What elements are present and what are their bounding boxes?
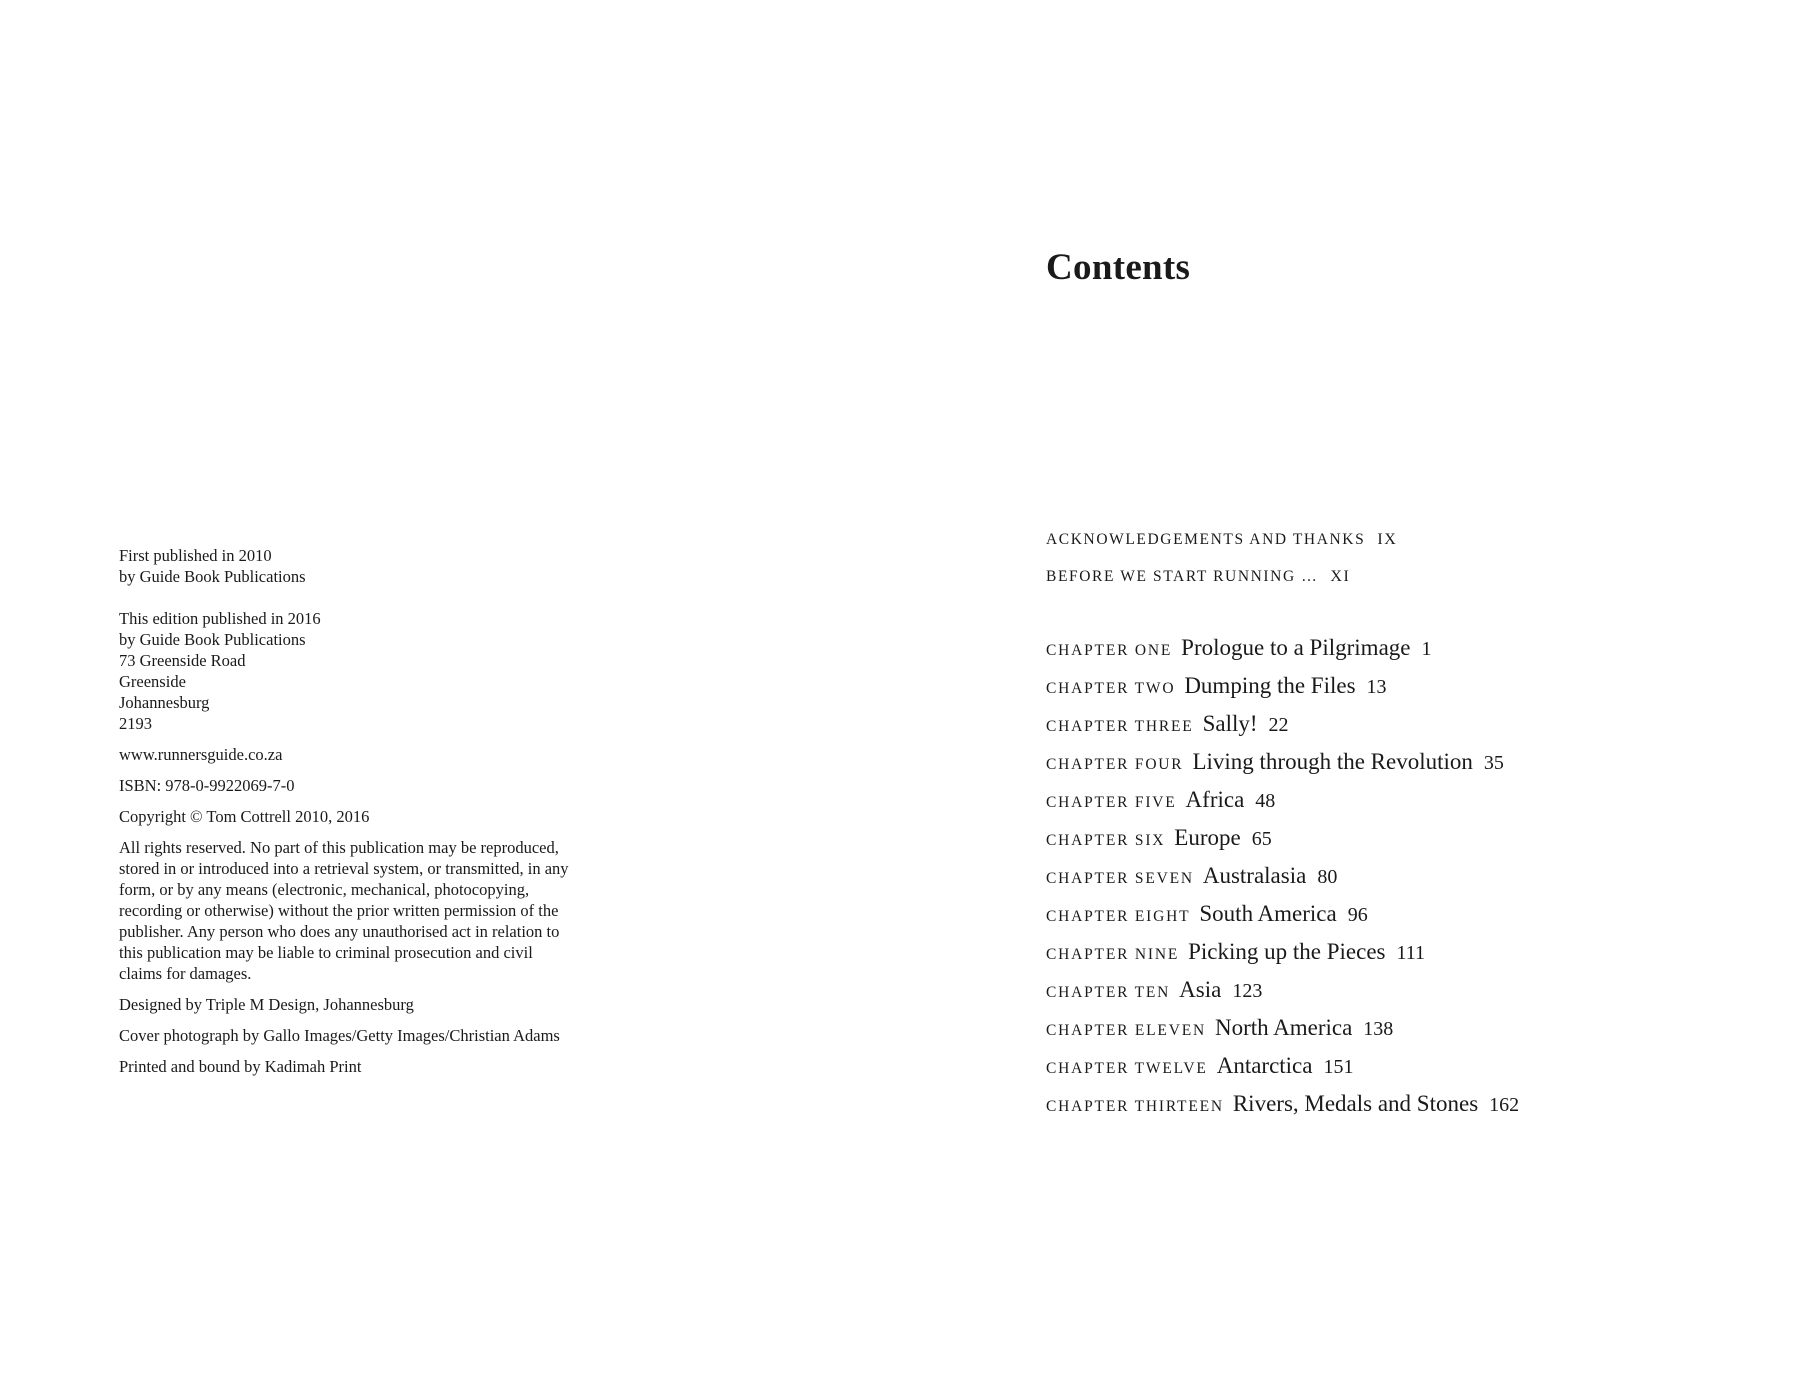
front-matter-list <box>1046 528 1397 602</box>
chapter-title: Dumping the Files <box>1184 673 1356 698</box>
chapter-number: CHAPTER NINE <box>1046 946 1180 963</box>
website-text: www.runnersguide.co.za <box>119 745 283 764</box>
chapter-entry <box>1046 635 1519 673</box>
chapter-number: CHAPTER EIGHT <box>1046 908 1191 925</box>
chapter-page: 65 <box>1251 828 1272 850</box>
copyright-text: Copyright © Tom Cottrell 2010, 2016 <box>119 807 370 826</box>
chapter-entry <box>1046 901 1519 939</box>
chapter-number: CHAPTER THREE <box>1046 718 1194 735</box>
chapter-entry <box>1046 711 1519 749</box>
chapter-page: 22 <box>1268 714 1289 736</box>
front-matter-item <box>1046 565 1397 602</box>
front-matter-label: BEFORE WE START RUNNING … <box>1046 568 1319 585</box>
chapter-entry <box>1046 939 1519 977</box>
imprint-line: First published in 2010 <box>119 546 272 565</box>
chapter-entry <box>1046 1015 1519 1053</box>
chapter-entry <box>1046 673 1519 711</box>
chapter-number: CHAPTER THIRTEEN <box>1046 1098 1224 1115</box>
chapter-number: CHAPTER TWO <box>1046 680 1176 697</box>
imprint-line: by Guide Book Publications <box>119 630 306 649</box>
chapter-title: Australasia <box>1202 863 1307 888</box>
chapter-entry <box>1046 1091 1519 1129</box>
imprint-line: by Guide Book Publications <box>119 567 306 586</box>
chapter-list <box>1046 635 1519 1129</box>
imprint-line: Greenside <box>119 672 186 691</box>
printer-credit: Printed and bound by Kadimah Print <box>119 1057 362 1076</box>
chapter-entry <box>1046 863 1519 901</box>
rights-notice: All rights reserved. No part of this publication may be reproduced, stored in or introduced into a retrieval system, or transmitted, in any form, or by any means (electronic, mechanical, photocopying, recording or otherwise) without the prior written permission of the publisher. Any person who does any unauthorised act in relation to this publication may be liable to criminal prosecution and civil claims for damages. <box>119 838 569 983</box>
chapter-number: CHAPTER FOUR <box>1046 756 1184 773</box>
chapter-title: Asia <box>1179 977 1222 1002</box>
chapter-page: 111 <box>1396 942 1426 964</box>
front-matter-item <box>1046 528 1397 565</box>
chapter-page: 13 <box>1366 676 1387 698</box>
front-matter-label: ACKNOWLEDGEMENTS AND THANKS <box>1046 531 1366 548</box>
front-matter-page: IX <box>1377 531 1398 548</box>
chapter-title: Picking up the Pieces <box>1188 939 1386 964</box>
chapter-title: Europe <box>1174 825 1241 850</box>
chapter-page: 96 <box>1347 904 1368 926</box>
first-published-block <box>119 545 589 587</box>
edition-block <box>119 608 589 734</box>
imprint-line: Johannesburg <box>119 693 210 712</box>
chapter-title: Africa <box>1185 787 1245 812</box>
chapter-page: 35 <box>1483 752 1504 774</box>
chapter-entry <box>1046 787 1519 825</box>
chapter-page: 151 <box>1323 1056 1354 1078</box>
chapter-entry <box>1046 977 1519 1015</box>
chapter-title: Living through the Revolution <box>1192 749 1473 774</box>
chapter-page: 1 <box>1421 638 1432 660</box>
chapter-entry <box>1046 825 1519 863</box>
chapter-page: 80 <box>1317 866 1338 888</box>
chapter-number: CHAPTER TWELVE <box>1046 1060 1208 1077</box>
chapter-entry <box>1046 1053 1519 1091</box>
imprint-page <box>119 545 589 1087</box>
isbn-text: ISBN: 978-0-9922069-7-0 <box>119 776 295 795</box>
designer-credit: Designed by Triple M Design, Johannesburg <box>119 995 414 1014</box>
front-matter-page: XI <box>1330 568 1351 585</box>
chapter-title: South America <box>1199 901 1337 926</box>
chapter-title: North America <box>1214 1015 1353 1040</box>
chapter-title: Prologue to a Pilgrimage <box>1181 635 1411 660</box>
chapter-number: CHAPTER TEN <box>1046 984 1171 1001</box>
chapter-title: Sally! <box>1202 711 1258 736</box>
chapter-entry <box>1046 749 1519 787</box>
chapter-number: CHAPTER FIVE <box>1046 794 1177 811</box>
cover-photo-credit: Cover photograph by Gallo Images/Getty Images/Christian Adams <box>119 1026 560 1045</box>
chapter-number: CHAPTER ELEVEN <box>1046 1022 1206 1039</box>
chapter-page: 123 <box>1232 980 1263 1002</box>
imprint-line: 73 Greenside Road <box>119 651 246 670</box>
chapter-number: CHAPTER ONE <box>1046 642 1173 659</box>
chapter-page: 162 <box>1489 1094 1520 1116</box>
chapter-title: Antarctica <box>1216 1053 1313 1078</box>
chapter-page: 48 <box>1255 790 1276 812</box>
imprint-line: 2193 <box>119 714 152 733</box>
chapter-page: 138 <box>1363 1018 1394 1040</box>
chapter-number: CHAPTER SEVEN <box>1046 870 1194 887</box>
chapter-title: Rivers, Medals and Stones <box>1232 1091 1479 1116</box>
chapter-number: CHAPTER SIX <box>1046 832 1166 849</box>
contents-title: Contents <box>1046 247 1191 288</box>
imprint-line: This edition published in 2016 <box>119 609 321 628</box>
